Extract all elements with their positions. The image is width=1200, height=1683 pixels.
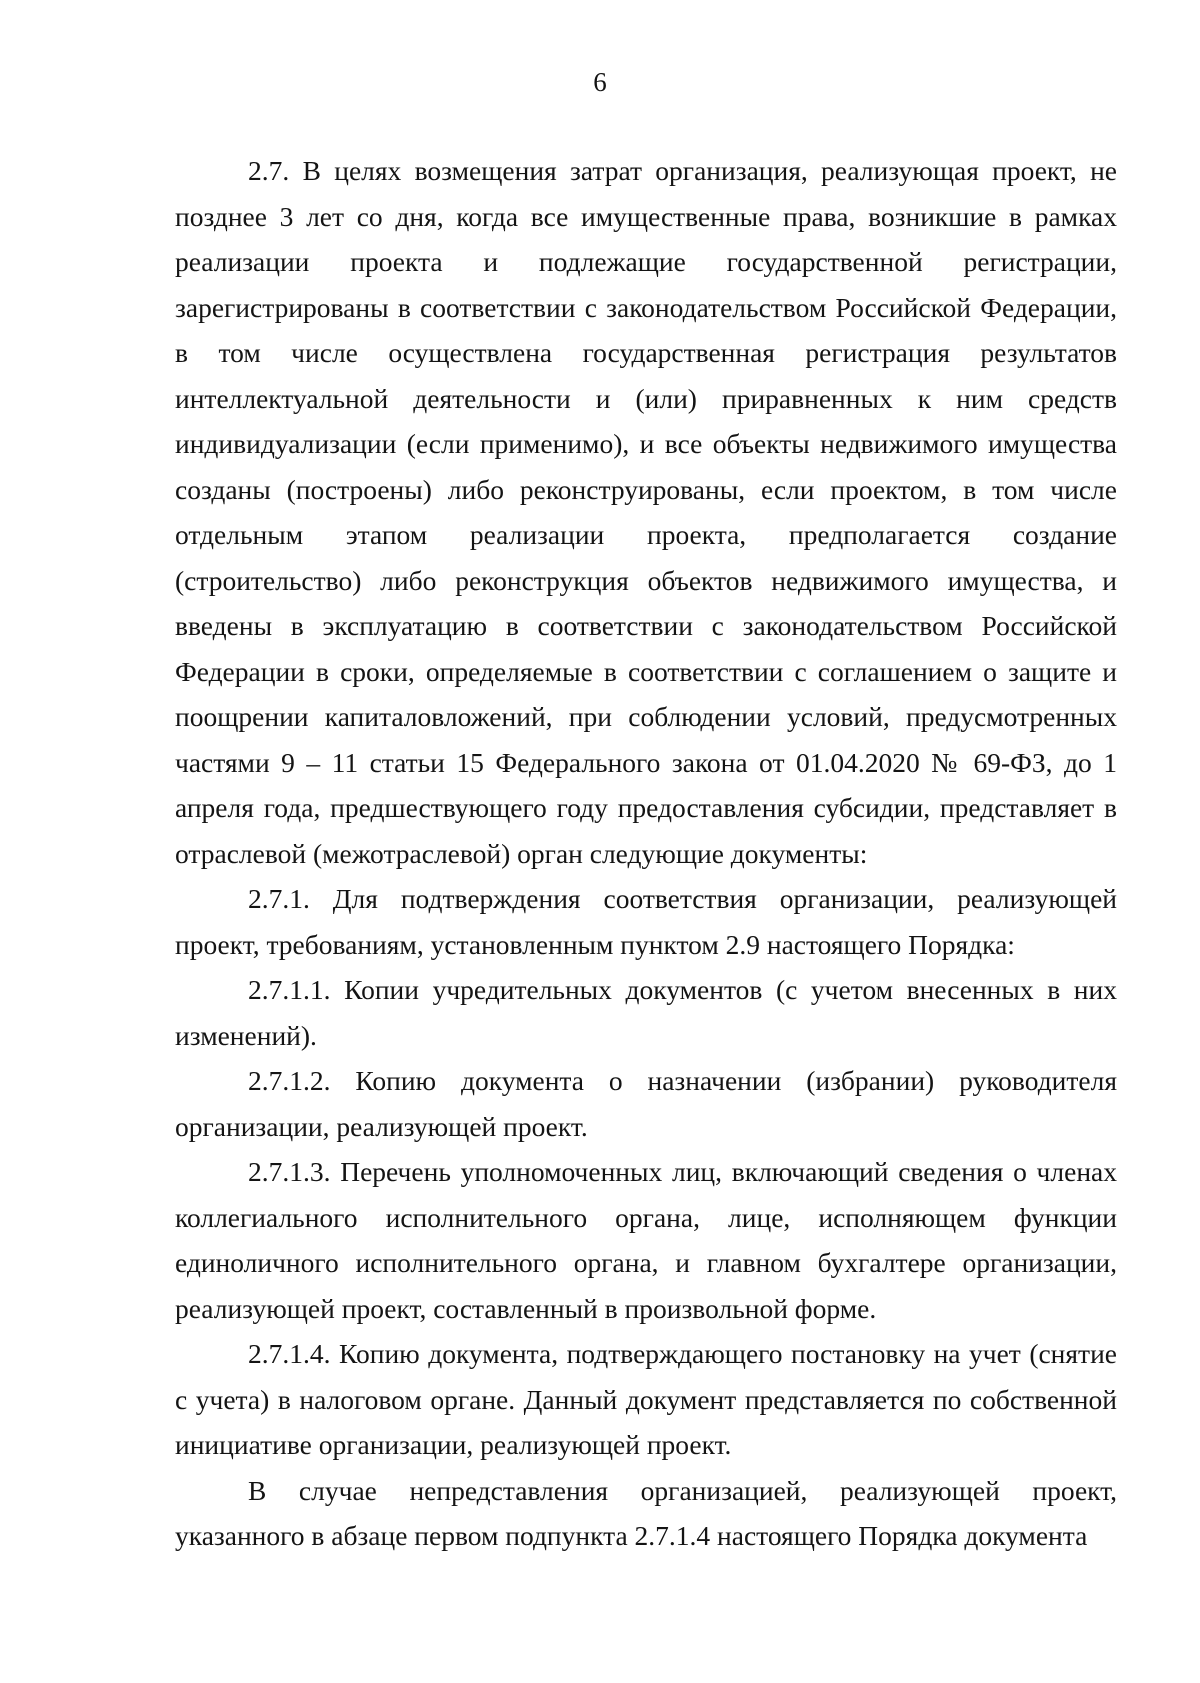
paragraph-2-7-1-2: 2.7.1.2. Копию документа о назначении (избрании) руководителя организации, реализующей проект. [175, 1065, 1117, 1142]
paragraph-2-7-1-1: 2.7.1.1. Копии учредительных документов (с учетом внесенных в них изменений). [175, 974, 1117, 1051]
paragraph-2-7-1-3: 2.7.1.3. Перечень уполномоченных лиц, включающий сведения о членах коллегиального исполнительного органа, лице, исполняющем функции единоличного исполнительного органа, и главном бухгалтере организации, реализующей проект, составленный в произвольной форме. [175, 1156, 1117, 1324]
paragraph-2-7: 2.7. В целях возмещения затрат организация, реализующая проект, не позднее 3 лет со дня, когда все имущественные права, возникшие в рамках реализации проекта и подлежащие государственной регистрации, зарегистрированы в соответствии с законодательством Российской Федерации, в том числе осуществлена государственная регистрация результатов интеллектуальной деятельности и (или) приравненных к ним средств индивидуализации (если применимо), и все объекты недвижимого имущества созданы (построены) либо реконструированы, если проектом, в том числе отдельным этапом реализации проекта, предполагается создание (строительство) либо реконструкция объектов недвижимого имущества, и введены в эксплуатацию в соответствии с законодательством Российской Федерации в сроки, определяемые в соответствии с соглашением о защите и поощрении капиталовложений, при соблюдении условий, предусмотренных частями 9 – 11 статьи 15 Федерального закона от 01.04.2020 № 69-ФЗ, до 1 апреля года, предшествующего году предоставления субсидии, представляет в отраслевой (межотраслевой) орган следующие документы: [175, 155, 1117, 869]
document-body [175, 148, 1117, 1559]
paragraph-2-7-1-4: 2.7.1.4. Копию документа, подтверждающего постановку на учет (снятие с учета) в налоговом органе. Данный документ представляется по собственной инициативе организации, реализующей проект. [175, 1338, 1117, 1460]
paragraph-non-submission: В случае непредставления организацией, реализующей проект, указанного в абзаце первом подпункта 2.7.1.4 настоящего Порядка документа [175, 1474, 1117, 1551]
paragraph-2-7-1: 2.7.1. Для подтверждения соответствия организации, реализующей проект, требованиям, установленным пунктом 2.9 настоящего Порядка: [175, 883, 1117, 960]
page-number: 6 [593, 67, 607, 97]
